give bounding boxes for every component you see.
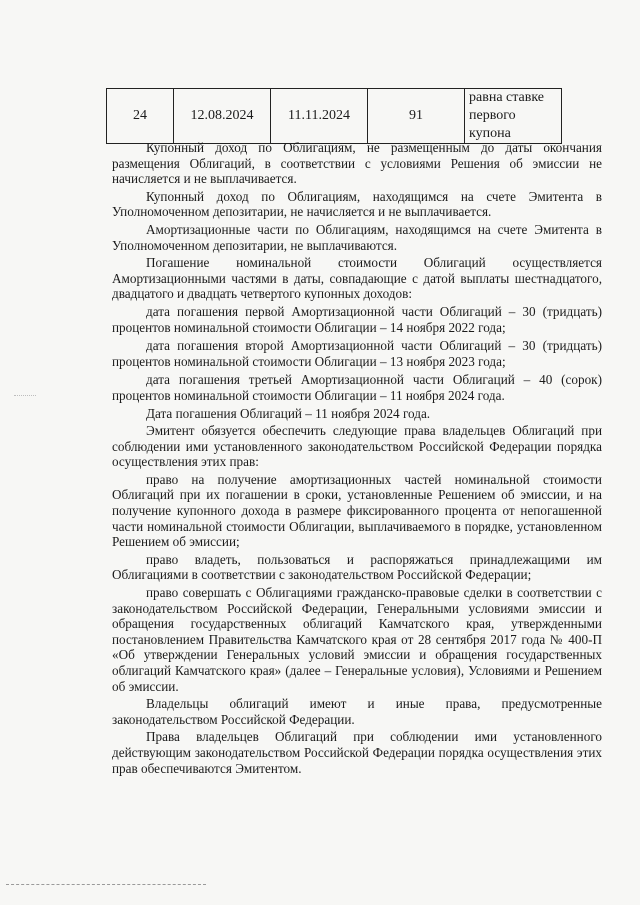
coupon-start-date-cell: 12.08.2024 [174,89,271,144]
document-body [112,140,602,778]
coupon-rate-cell [465,89,562,144]
coupon-end-date-cell: 11.11.2024 [271,89,368,144]
paragraph: право на получение амортизационных частей номинальной стоимости Облигаций при их погашении в сроки, установленные Решением об эмиссии, и на получение купонного дохода в размере фиксированного процента от непогашенной части номинальной стоимости Облигации, выплачиваемого в порядке, установленном Решением об эмиссии; [112,471,602,550]
paragraph: право совершать с Облигациями гражданско-правовые сделки в соответствии с законодательством Российской Федерации, Генеральными условиями эмиссии и обращения государственных облигаций Камчатского края, утвержденными постановлением Правительства Камчатского края от 28 сентября 2017 года № 400-П «Об утверждении Генеральных условий эмиссии и обращения государственных облигаций Камчатского края» (далее – Генеральные условия), Условиями и Решением об эмиссии. [112,585,602,694]
paragraph: Владельцы облигаций имеют и иные права, предусмотренные законодательством Российской Федерации. [112,696,602,727]
paragraph: дата погашения третьей Амортизационной части Облигаций – 40 (сорок) процентов номинальной стоимости Облигации – 11 ноября 2024 года. [112,372,602,403]
coupon-rate-line-1: равна ставке [469,90,545,105]
scan-artifact [14,395,36,397]
coupon-schedule-table [106,88,562,144]
paragraph: Амортизационные части по Облигациям, находящимся на счете Эмитента в Уполномоченном депозитарии, не выплачиваются. [112,221,602,253]
paragraph: Погашение номинальной стоимости Облигаций осуществляется Амортизационными частями в даты, совпадающие с датой выплаты шестнадцатого, двадцатого и двадцать четвертого купонных доходов: [112,255,602,302]
coupon-rate-line-2: первого купона [469,108,516,141]
paragraph: Эмитент обязуется обеспечить следующие права владельцев Облигаций при соблюдении ими установленного законодательством Российской Федерации порядка осуществления этих прав: [112,423,602,470]
table-row [107,89,562,144]
paragraph: дата погашения второй Амортизационной части Облигаций – 30 (тридцать) процентов номинальной стоимости Облигации – 13 ноября 2023 года; [112,338,602,369]
coupon-days-cell: 91 [368,89,465,144]
coupon-number-cell: 24 [107,89,174,144]
paragraph: Купонный доход по Облигациям, не размещенным до даты окончания размещения Облигаций, в соответствии с условиями Решения об эмиссии не начисляется и не выплачивается. [112,140,602,187]
paragraph: дата погашения первой Амортизационной части Облигаций – 30 (тридцать) процентов номинальной стоимости Облигации – 14 ноября 2022 года; [112,303,602,335]
paragraph: Права владельцев Облигаций при соблюдении ими установленного действующим законодательством Российской Федерации порядка осуществления этих прав обеспечиваются Эмитентом. [112,729,602,776]
paragraph: Дата погашения Облигаций – 11 ноября 2024 года. [146,405,431,421]
paragraph: право владеть, пользоваться и распоряжаться принадлежащими им Облигациями в соответствии с законодательством Российской Федерации; [112,551,602,583]
paragraph: Купонный доход по Облигациям, находящимся на счете Эмитента в Уполномоченном депозитарии, не начисляется и не выплачивается. [112,188,602,220]
footer-rule [6,884,206,886]
